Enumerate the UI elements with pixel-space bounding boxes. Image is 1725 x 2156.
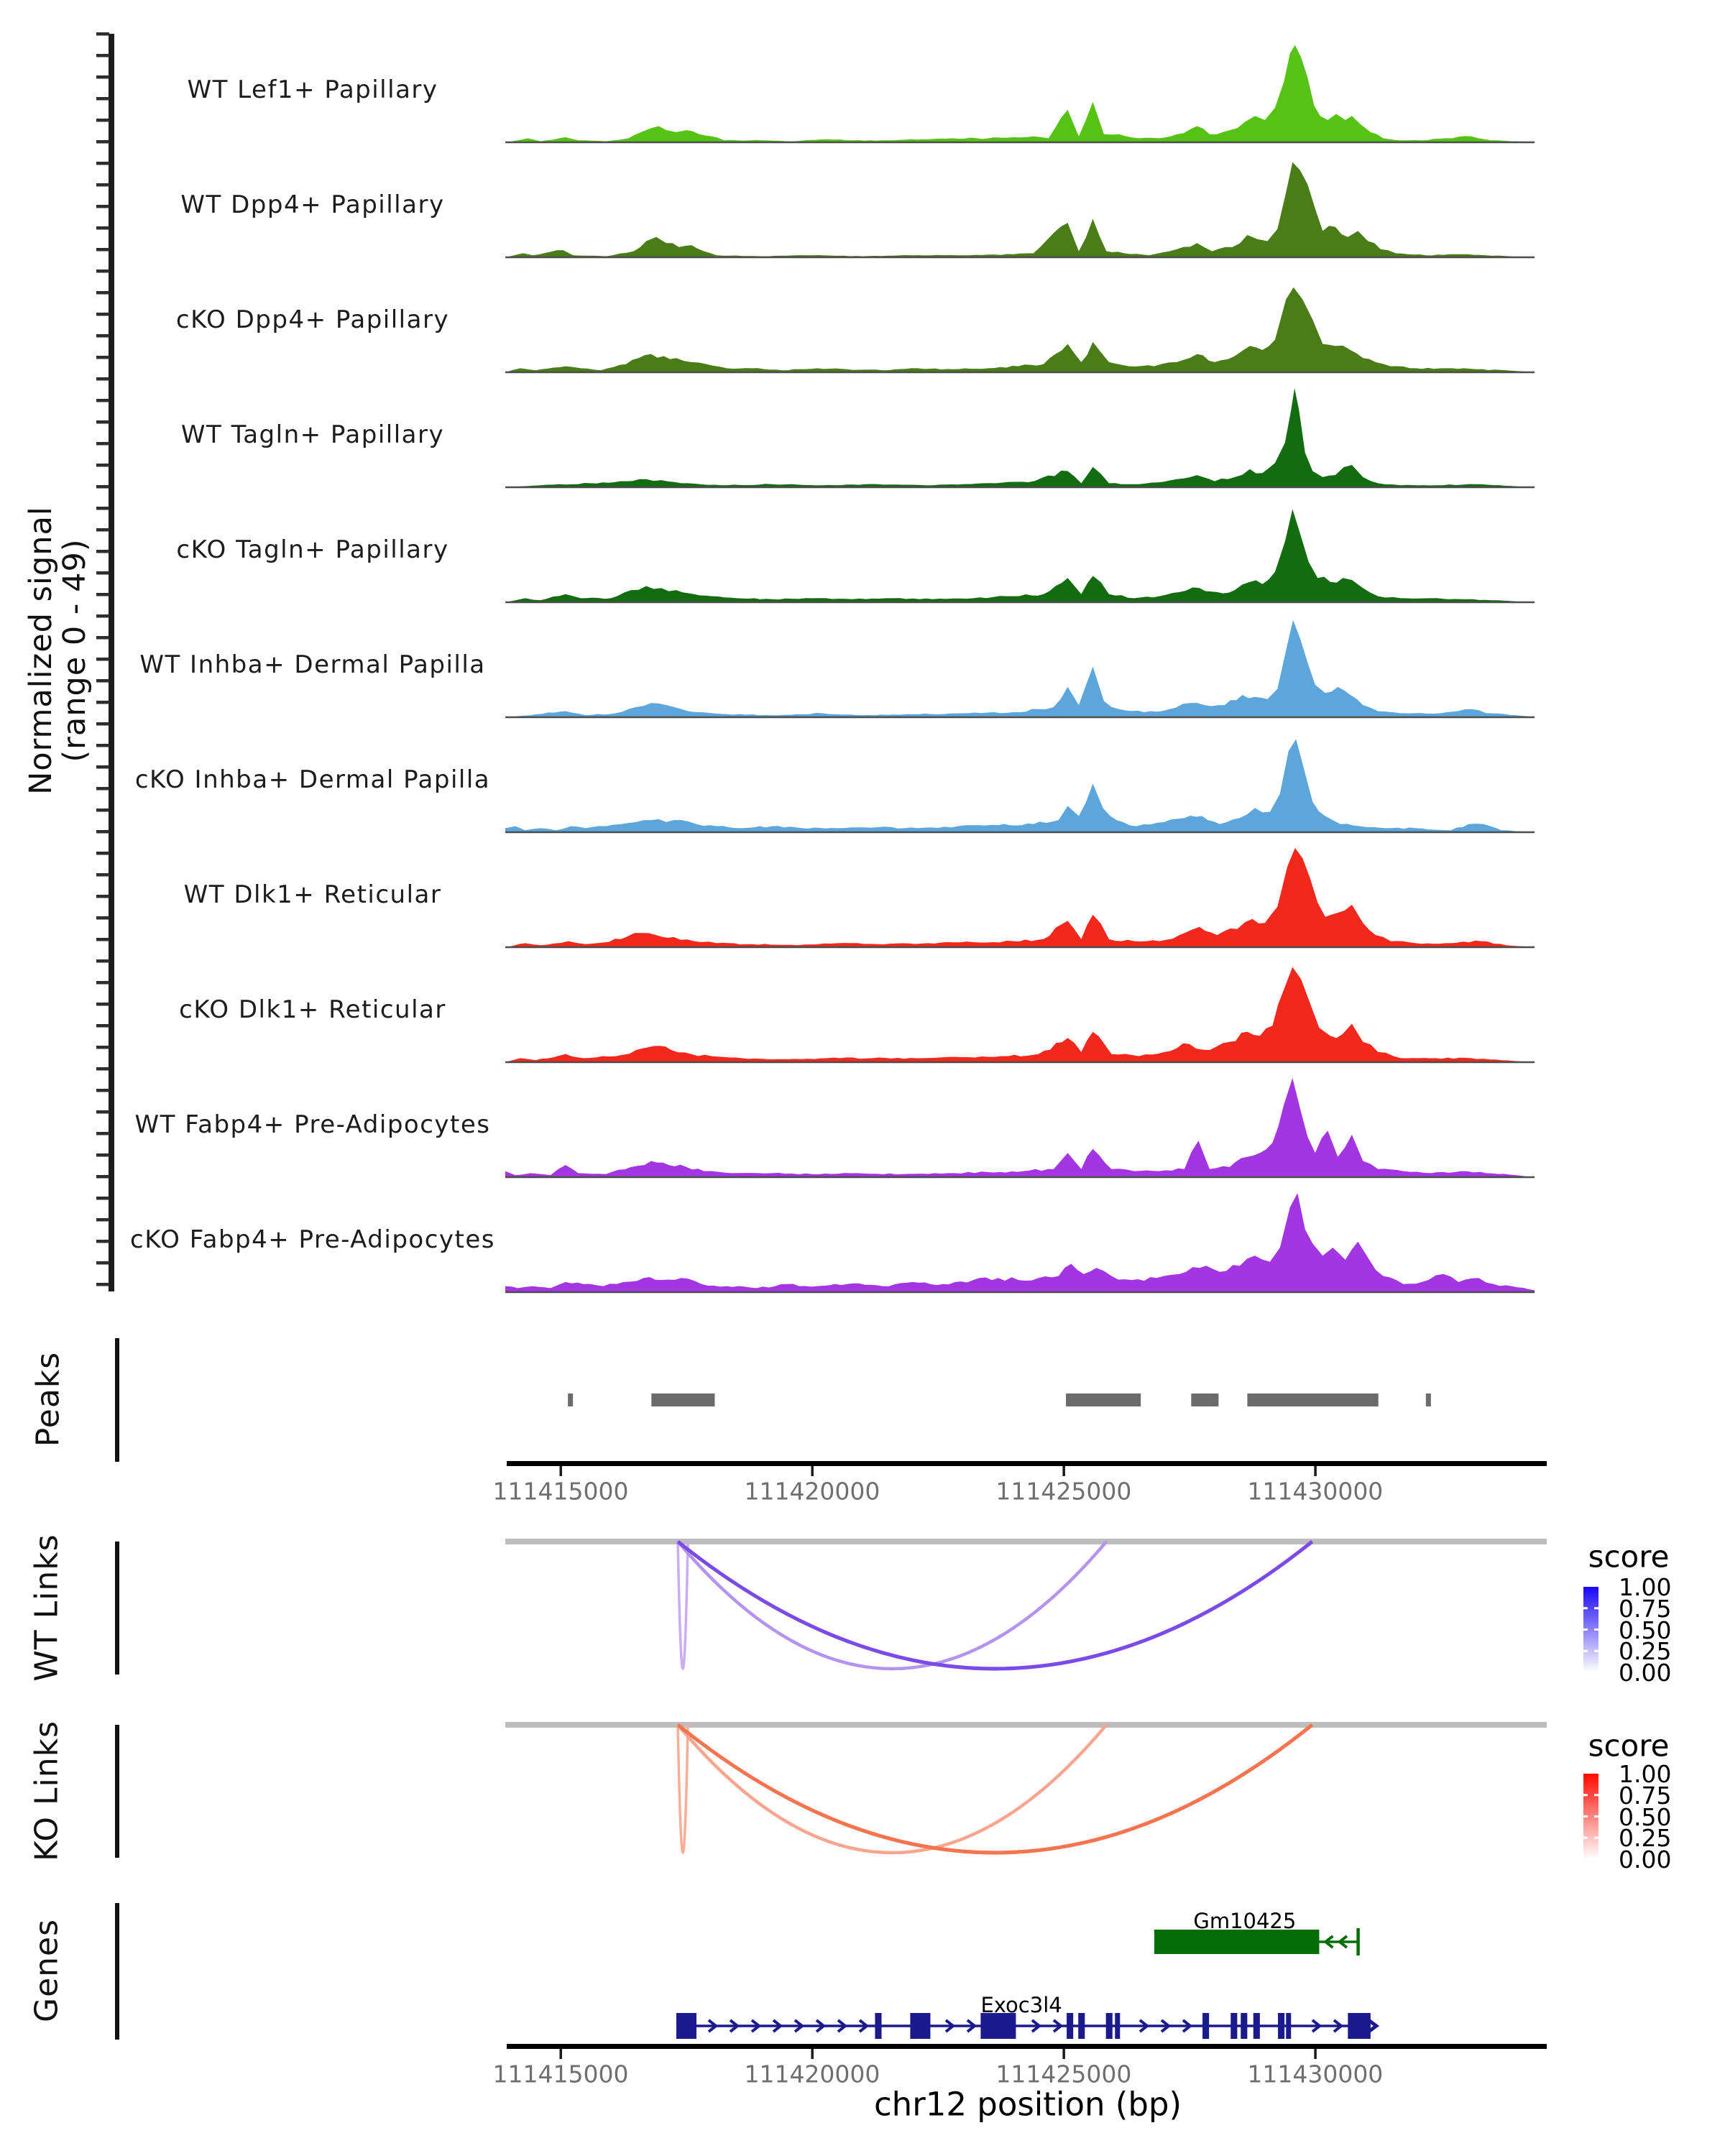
wt-links-legend-title: score <box>1588 1539 1670 1575</box>
signal-track-area <box>505 45 1535 142</box>
legend-bar-notch <box>1594 1794 1598 1796</box>
signal-y-axis-tick <box>96 1110 109 1114</box>
genomic-axis-tick <box>1314 1466 1317 1476</box>
signal-y-axis-tick <box>96 248 109 252</box>
track-label: cKO Fabp4+ Pre-Adipocytes <box>130 1225 495 1254</box>
gene-exon-box <box>875 2013 881 2039</box>
signal-track-area <box>505 162 1535 257</box>
signal-y-axis-tick <box>96 959 109 963</box>
signal-y-axis-tick <box>96 464 109 467</box>
peak-interval <box>1247 1393 1378 1406</box>
score-legend-value: 0.50 <box>1619 1616 1672 1644</box>
link-arc <box>678 1542 1312 1669</box>
signal-y-axis-tick <box>96 377 109 381</box>
axis-tick-label: 111425000 <box>995 2060 1132 2088</box>
score-legend-value: 0.00 <box>1619 1846 1672 1874</box>
signal-y-axis-tick <box>96 571 109 575</box>
peak-interval <box>1066 1393 1141 1406</box>
gene-exon-box <box>1278 2013 1284 2039</box>
gene-exon-box <box>1286 2013 1291 2039</box>
signal-y-axis-tick <box>96 636 109 640</box>
legend-bar-notch <box>1594 1607 1598 1609</box>
signal-y-axis-tick <box>96 1261 109 1265</box>
signal-y-axis-tick <box>96 830 109 834</box>
score-legend-value: 0.50 <box>1619 1802 1672 1831</box>
genomic-axis-tick <box>1062 2049 1065 2059</box>
genomic-axis-tick <box>811 2049 814 2059</box>
peak-interval <box>568 1393 573 1406</box>
axis-tick-label: 111425000 <box>995 1477 1132 1506</box>
track-label: WT Tagln+ Papillary <box>180 420 445 449</box>
track-label: WT Dlk1+ Reticular <box>183 880 442 909</box>
section-label-wt-links: WT Links <box>28 1534 65 1682</box>
signal-track-area <box>505 1193 1535 1292</box>
signal-y-axis-tick <box>96 852 109 855</box>
y-axis-label-line2: (range 0 - 49) <box>57 538 93 763</box>
links-anchor-line <box>505 1722 1547 1728</box>
signal-y-axis-tick <box>96 550 109 553</box>
score-legend-value: 0.75 <box>1619 1594 1672 1623</box>
signal-y-axis-tick <box>96 399 109 402</box>
gene-name-label: Gm10425 <box>1193 1909 1297 1933</box>
track-label: WT Lef1+ Papillary <box>187 75 438 104</box>
signal-y-axis-tick <box>96 226 109 230</box>
signal-track-area <box>505 388 1535 487</box>
signal-track-area <box>505 848 1535 947</box>
signal-y-axis-tick <box>96 442 109 446</box>
signal-y-axis-tick <box>96 1153 109 1157</box>
genes-bracket <box>115 1903 119 2040</box>
genomic-axis-tick <box>1314 2049 1317 2059</box>
signal-y-axis-tick <box>96 140 109 144</box>
gene-exon-box <box>676 2013 696 2039</box>
signal-y-axis-tick <box>96 765 109 769</box>
legend-bar-notch <box>1583 1794 1588 1796</box>
gene-exon-box <box>1348 2013 1370 2039</box>
legend-bar-notch <box>1583 1837 1588 1839</box>
track-label: WT Fabp4+ Pre-Adipocytes <box>134 1110 491 1139</box>
gene-exon-box <box>1241 2013 1247 2039</box>
signal-y-axis-tick <box>96 1197 109 1200</box>
signal-y-axis-tick <box>96 701 109 704</box>
section-label-peaks: Peaks <box>29 1351 67 1447</box>
axis-tick-label: 111415000 <box>492 2060 629 2088</box>
signal-y-axis-tick <box>96 356 109 359</box>
gene-exon-box <box>1115 2013 1120 2039</box>
genomic-axis-line <box>507 2044 1547 2049</box>
signal-y-axis-tick <box>96 1240 109 1243</box>
signal-y-axis-tick <box>96 916 109 920</box>
gene-exon-box <box>1106 2013 1113 2039</box>
link-arc <box>678 1725 688 1853</box>
genomic-axis-tick <box>559 1466 562 1476</box>
gene-exon-box <box>1067 2013 1073 2039</box>
score-legend-value: 1.00 <box>1619 1760 1672 1788</box>
signal-y-axis-tick <box>96 1175 109 1179</box>
peak-interval <box>1191 1393 1218 1406</box>
signal-y-axis-tick <box>96 981 109 985</box>
legend-bar-notch <box>1594 1650 1598 1652</box>
legend-bar-notch <box>1594 1815 1598 1818</box>
signal-y-axis-tick <box>96 658 109 661</box>
signal-y-axis-tick <box>96 334 109 338</box>
signal-y-axis-tick <box>96 205 109 208</box>
section-label-ko-links: KO Links <box>28 1720 65 1862</box>
section-label-genes: Genes <box>28 1918 65 2023</box>
signal-y-axis-tick <box>96 528 109 532</box>
signal-y-axis-tick <box>96 75 109 79</box>
gene-exon-box <box>1078 2013 1085 2039</box>
signal-y-axis-tick <box>96 1067 109 1071</box>
gene-exon-box <box>1230 2013 1237 2039</box>
signal-y-axis-tick <box>96 507 109 510</box>
signal-y-axis-tick <box>96 722 109 726</box>
signal-y-axis-tick <box>96 895 109 898</box>
signal-y-axis-tick <box>96 744 109 747</box>
genomic-axis-tick <box>811 1466 814 1476</box>
link-arc <box>678 1542 688 1669</box>
track-label: WT Inhba+ Dermal Papilla <box>139 650 486 679</box>
genomic-axis-line <box>507 1461 1547 1466</box>
signal-track-area <box>505 509 1535 602</box>
track-label: WT Dpp4+ Papillary <box>180 190 445 219</box>
gene-exon-box <box>910 2013 930 2039</box>
track-label: cKO Tagln+ Papillary <box>176 535 449 564</box>
gene-end-bar <box>1356 1928 1360 1955</box>
signal-y-axis-tick <box>96 291 109 295</box>
legend-bar-notch <box>1594 1628 1598 1631</box>
peaks-bracket <box>115 1338 119 1462</box>
signal-y-axis-tick <box>96 1089 109 1092</box>
legend-bar-notch <box>1583 1607 1588 1609</box>
signal-track-area <box>505 287 1535 372</box>
link-arc <box>678 1725 1312 1853</box>
axis-tick-label: 111430000 <box>1247 2060 1384 2088</box>
signal-y-axis-tick <box>96 1132 109 1135</box>
track-label: cKO Dlk1+ Reticular <box>179 995 446 1024</box>
links-anchor-line <box>505 1539 1547 1544</box>
signal-y-axis-tick <box>96 485 109 489</box>
legend-bar-notch <box>1594 1837 1598 1839</box>
signal-y-axis-tick <box>96 32 109 36</box>
score-legend-value: 0.75 <box>1619 1781 1672 1810</box>
signal-y-axis-tick <box>96 183 109 187</box>
signal-y-axis-tick <box>96 270 109 273</box>
peak-interval <box>651 1393 714 1406</box>
signal-track-area <box>505 1078 1535 1177</box>
signal-y-axis-tick <box>96 420 109 424</box>
score-legend-value: 0.25 <box>1619 1637 1672 1666</box>
axis-tick-label: 111430000 <box>1247 1477 1384 1506</box>
signal-y-axis-tick <box>96 54 109 57</box>
gene-name-label: Exoc3l4 <box>980 1993 1062 2017</box>
x-axis-title: chr12 position (bp) <box>873 2085 1182 2124</box>
signal-y-axis-tick <box>96 97 109 101</box>
axis-tick-label: 111420000 <box>744 2060 880 2088</box>
signal-y-axis-tick <box>96 787 109 791</box>
axis-tick-label: 111415000 <box>492 1477 629 1506</box>
signal-y-axis-tick <box>96 873 109 877</box>
gene-exon-box <box>1154 1930 1320 1954</box>
legend-bar-notch <box>1583 1628 1588 1631</box>
signal-y-axis-tick <box>96 614 109 618</box>
links-bracket <box>115 1542 119 1674</box>
signal-y-axis-tick <box>96 162 109 165</box>
signal-y-axis-tick <box>96 808 109 812</box>
score-legend-value: 0.25 <box>1619 1824 1672 1853</box>
signal-y-axis-tick <box>96 1024 109 1028</box>
signal-y-axis-tick <box>96 1046 109 1049</box>
link-arc <box>678 1725 1106 1853</box>
signal-y-axis-tick <box>96 1283 109 1286</box>
signal-track-area <box>505 739 1535 832</box>
signal-y-axis-bar <box>109 34 114 1291</box>
signal-track-area <box>505 967 1535 1062</box>
signal-track-area <box>505 620 1535 717</box>
links-bracket <box>115 1725 119 1858</box>
axis-tick-label: 111420000 <box>744 1477 880 1506</box>
link-arc <box>678 1542 1106 1669</box>
gene-exon-box <box>1254 2013 1260 2039</box>
signal-y-axis-tick <box>96 313 109 316</box>
legend-bar-notch <box>1583 1815 1588 1818</box>
genomic-axis-tick <box>1062 1466 1065 1476</box>
ko-links-legend-title: score <box>1588 1728 1670 1764</box>
score-legend-value: 0.00 <box>1619 1659 1672 1687</box>
signal-y-axis-tick <box>96 1003 109 1006</box>
track-label: cKO Inhba+ Dermal Papilla <box>134 765 491 794</box>
signal-y-axis-tick <box>96 938 109 941</box>
score-legend-value: 1.00 <box>1619 1573 1672 1601</box>
track-label: cKO Dpp4+ Papillary <box>175 305 450 334</box>
signal-y-axis-tick <box>96 119 109 122</box>
y-axis-label-line1: Normalized signal <box>23 506 59 795</box>
gene-exon-box <box>1202 2013 1209 2039</box>
legend-bar-notch <box>1583 1650 1588 1652</box>
peak-interval <box>1426 1393 1431 1406</box>
signal-y-axis-tick <box>96 679 109 683</box>
genomic-axis-tick <box>559 2049 562 2059</box>
signal-y-axis-tick <box>96 593 109 596</box>
signal-y-axis-tick <box>96 1218 109 1222</box>
